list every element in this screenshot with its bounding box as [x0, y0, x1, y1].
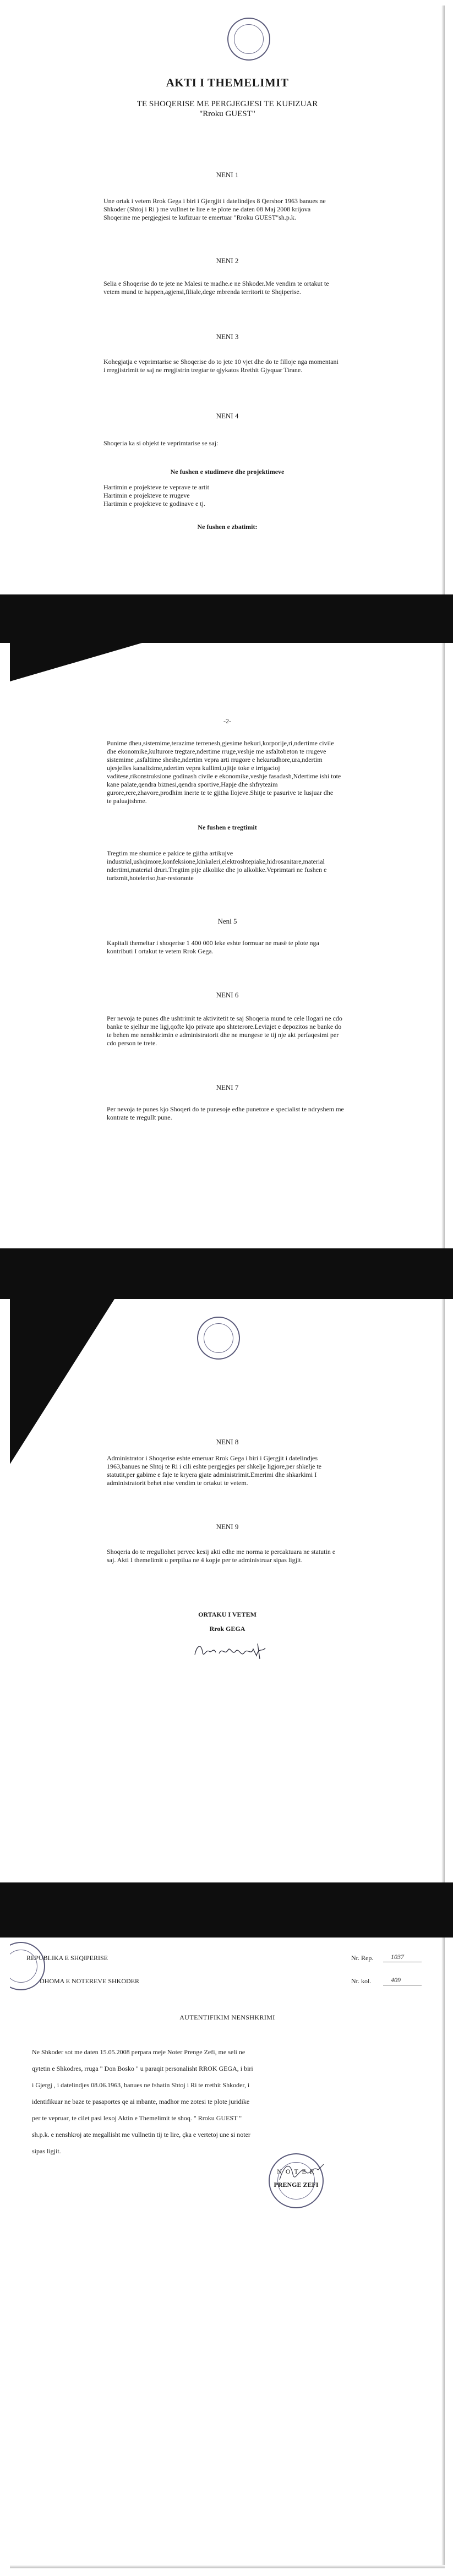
collection-number-value: 409 — [391, 1976, 401, 1984]
section-text: te paluajtshme. — [107, 797, 147, 805]
notary-text: qytetin e Shkodres, rruga " Don Bosko " u paraqit personalisht RROK GEGA, i biri — [32, 2065, 253, 2072]
section-text: vetem mund te happen,agjensi,filiale,dege mbrenda territorit te Shqiperise. — [103, 288, 301, 296]
section-text: Kohegjatja e veprimtarise se Shoqerise do to jete 10 vjet dhe do te filloje nga momentani — [103, 358, 339, 365]
document-page-4 — [10, 1938, 445, 2568]
company-name: "Rroku GUEST" — [199, 110, 255, 118]
notary-text: i Gjergj , i datelindjes 08.06.1963, banues ne fshatin Shtoj i Ri te rrethit Shkoder, i — [32, 2081, 250, 2089]
section-heading: NENI 6 — [216, 991, 239, 999]
notary-text: sh.p.k. e nenshkroj ate megallisht me vullnetin tij te lire, çka e vertetoj une si noter — [32, 2131, 250, 2138]
section-heading: Neni 5 — [217, 917, 237, 925]
section-text: banke te sjelhur me ligj,qofte kjo private apo shteterore.Levizjet e depozitos ne banke do — [107, 1023, 342, 1030]
authority-name: REPUBLIKA E SHQIPERISE — [26, 1954, 108, 1962]
section-text: administratorit behet nise vendim te ortakut te vetem. — [107, 1479, 248, 1487]
section-text: ndertimi,material druri.Tregtim pije alkolike dhe jo alkolike.Veprimtari ne fushen e — [107, 866, 327, 874]
section-text: Shoqeria do te rregullohet pervec kesij akti edhe me norma te percaktuara ne statutin e — [107, 1548, 336, 1556]
section-text: kane palate,qendra biznesi,qendra sportive,Hapje dhe shfrytezim — [107, 781, 278, 788]
section-text: Shoqeria ka si objekt te veprimtarise se saj: — [103, 439, 219, 447]
notary-text: identifikuar ne baze te pasaportes qe ai mbante, madhor me zotesi te plote juridike — [32, 2098, 250, 2105]
section-text: sistemime ,asfaltime sheshe,ndertim vepra arti rrugore e hekurudhore,ura,ndertim — [107, 756, 323, 763]
notary-stamp — [197, 1317, 240, 1360]
section-text: cdo person te trete. — [107, 1039, 157, 1047]
notary-text: sipas ligjit. — [32, 2147, 61, 2155]
section-text: te behen me nenshkrimin e administratorit dhe ne mungese te tij nje akt perfaqesimi per — [107, 1031, 339, 1039]
section-text: gurore,rere,zhavore,prodhim inerte te te gjitha llojeve.Shitje te pasurive te lusjuar dhe — [107, 789, 334, 796]
section-heading: NENI 8 — [216, 1438, 239, 1446]
section-text: Kapitali themeltar i shoqerise 1 400 000 leke eshte formuar ne masë te plote nga — [107, 939, 319, 947]
subsection-heading: Ne fushen e zbatimit: — [197, 523, 258, 531]
document-page-1 — [10, 6, 445, 594]
page-separator — [0, 1248, 453, 1299]
notary-text: per te vepruar, te cilet pasi lexoj Aktin e Themelimit te shoq. " Rroku GUEST " — [32, 2114, 242, 2122]
section-heading: NENI 4 — [216, 412, 239, 420]
collection-number-label: Nr. kol. — [351, 1977, 372, 1985]
collection-number-field — [383, 1976, 422, 1985]
document-page-3 — [10, 1299, 445, 1882]
section-text: saj. Akti I themelimit u perpilua ne 4 kopje per te administruar sipas ligjit. — [107, 1556, 303, 1564]
chamber-name: DHOMA E NOTEREVE SHKODER — [40, 1977, 139, 1985]
page-edge-shadow — [10, 2565, 445, 2568]
section-text: industrial,ushqimore,konfeksione,kinkaleri,elektroshtepiake,hidrosanitare,material — [107, 858, 325, 865]
section-heading: NENI 2 — [216, 256, 239, 265]
notary-stamp — [227, 18, 270, 61]
subsection-heading: Ne fushen e tregtimit — [198, 823, 257, 831]
signatory-name: Rrok GEGA — [209, 1625, 245, 1633]
page-separator — [0, 1882, 453, 1938]
section-text: Tregtim me shumice e pakice te gjitha artikujve — [107, 849, 233, 857]
section-heading: NENI 9 — [216, 1522, 239, 1531]
handwritten-signature — [192, 1639, 274, 1662]
notary-text: Ne Shkoder sot me daten 15.05.2008 perpara meje Noter Prenge Zefi, me seli ne — [32, 2048, 245, 2056]
subsection-heading: Ne fushen e studimeve dhe projektimeve — [170, 468, 285, 476]
page-separator — [0, 594, 453, 643]
section-text: dhe ekonomike,kulturore tregtare,ndertime rruge,veshje me asfaltobeton te rrugeve — [107, 747, 326, 755]
page-number: -2- — [223, 717, 231, 725]
document-subtitle: TE SHOQERISE ME PERGJEGJESI TE KUFIZUAR — [137, 100, 318, 108]
section-text: Punime dheu,sistemime,terazime terrenesh,gjesime hekuri,korporije,ri,ndertime civile — [107, 739, 334, 747]
section-text: vaditese,rikonstruksione godinash civile e ekonomike,veshje fasadash,Ndertime ishi tote — [107, 772, 341, 780]
section-heading: NENI 7 — [216, 1083, 239, 1091]
section-text: ujesjelles kanalizime,ndertim vepra kullimi,ujitje toke e irrigacioj — [107, 764, 280, 772]
section-text: 1963,banues ne Shtoj te Ri i cili eshte pergjegjes per shkelje ligjore,per shkelje te — [107, 1462, 322, 1470]
section-text: statutit,per gabime e faje te kryera gjate administrimit.Emerimi dhe shkarkimi I — [107, 1471, 317, 1478]
signatory-label: ORTAKU I VETEM — [198, 1611, 256, 1618]
document-title: AKTI I THEMELIMIT — [166, 76, 289, 89]
section-text: kontrate te rregullt pune. — [107, 1114, 172, 1121]
page-corner-fold — [10, 643, 142, 681]
section-heading: NENI 1 — [216, 171, 239, 179]
section-text: i rregjistrimit te saj ne rregjistrin tregtar te qjykatos Rrethit Gjyquar Tirane. — [103, 366, 303, 374]
page-edge-shadow — [441, 1938, 445, 2568]
repertory-number-field — [383, 1953, 422, 1962]
section-text: Shkoder (Shtoj i Ri ) me vullnet te lire e te plote ne daten 08 Maj 2008 krijova — [103, 205, 311, 213]
section-text: turizmit,hoteleriso,bar-restorante — [107, 874, 194, 882]
list-item: Hartimin e projekteve te veprave te artit — [103, 483, 209, 491]
section-text: Une ortak i vetem Rrok Gega i biri i Gjergjit i datelindjes 8 Qershor 1963 banues ne — [103, 197, 326, 205]
section-text: Per nevoja te punes dhe ushtrimit te aktivitetit te saj Shoqeria mund te cele llogari ne cdo — [107, 1014, 342, 1022]
section-text: Shoqerine me pergjegjesi te kufizuar te emertuar "Rroku GUEST"sh.p.k. — [103, 214, 296, 221]
repertory-number-label: Nr. Rep. — [351, 1954, 374, 1962]
document-title: AUTENTIFIKIM NENSHKRIMI — [179, 2013, 275, 2021]
repertory-number-value: 1037 — [391, 1953, 404, 1961]
section-text: Per nevoja te punes kjo Shoqeri do te punesoje edhe punetore e specialist te ndryshem me — [107, 1105, 344, 1113]
page-edge-shadow — [441, 1299, 445, 1882]
notary-label: N O T E R — [277, 2168, 315, 2175]
section-heading: NENI 3 — [216, 332, 239, 341]
notary-name: PRENGE ZEFI — [274, 2181, 319, 2188]
list-item: Hartimin e projekteve te godinave e tj. — [103, 500, 205, 507]
section-text: Administrator i Shoqerise eshte emeruar Rrok Gega i biri i Gjergjit i datelindjes — [107, 1454, 318, 1462]
section-text: kontributi I ortakut te vetem Rrok Gega. — [107, 947, 214, 955]
list-item: Hartimin e projekteve te rrugeve — [103, 492, 190, 499]
notary-signature — [274, 2158, 329, 2191]
section-text: Selia e Shoqerise do te jete ne Malesi te madhe.e ne Shkoder.Me vendim te ortakut te — [103, 280, 329, 287]
page-edge-shadow — [441, 6, 445, 594]
page-edge-shadow — [441, 643, 445, 1248]
document-page-2 — [10, 643, 445, 1248]
